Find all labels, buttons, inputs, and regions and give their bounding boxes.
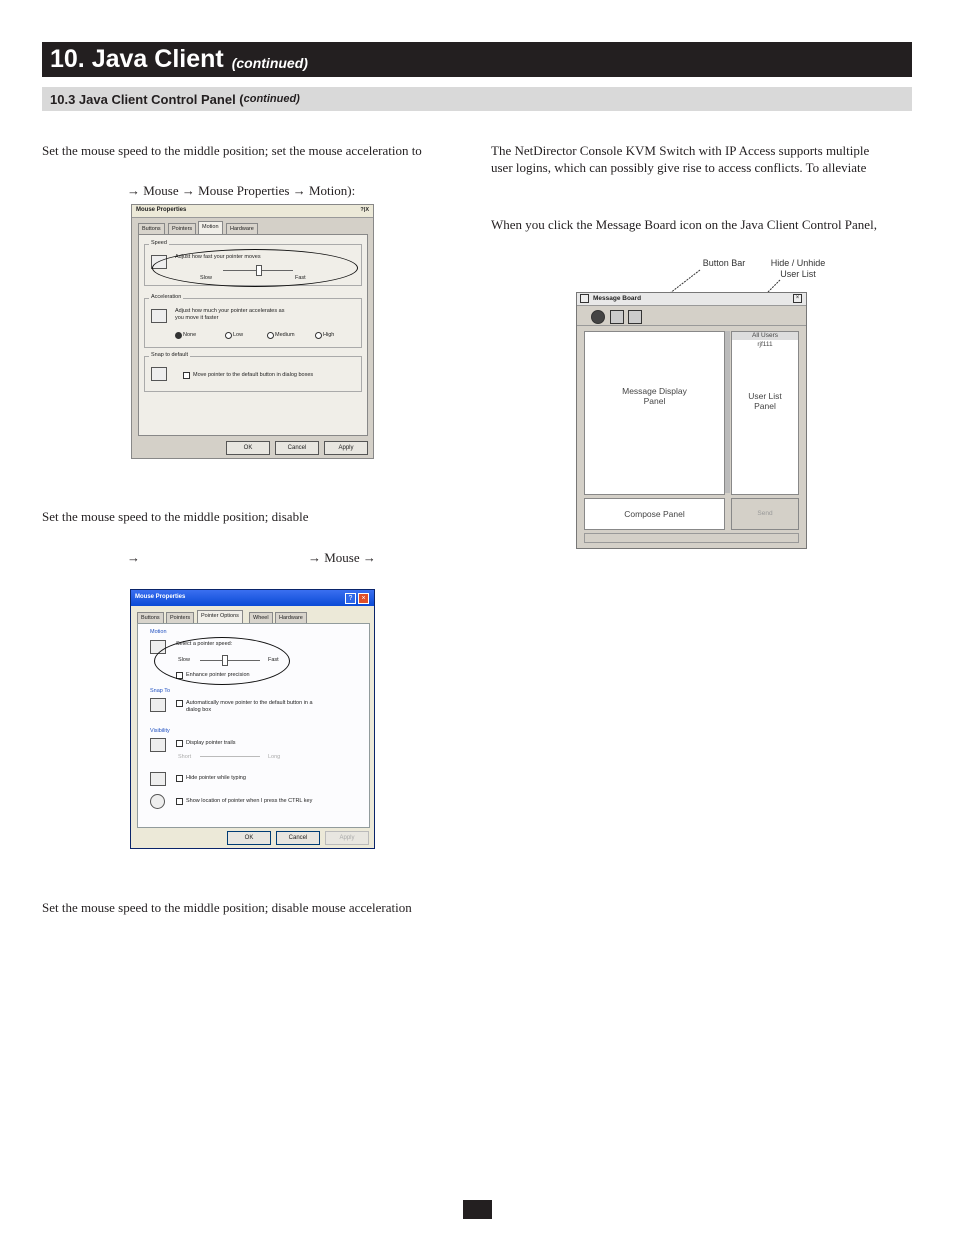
radio-none[interactable]: [175, 332, 182, 339]
hide-pointer-icon: [150, 772, 166, 786]
left-paragraph-3: Set the mouse speed to the middle position; disable mouse acceleration: [42, 900, 412, 915]
dialog-title-bar: [132, 205, 373, 218]
acceleration-description-2: you move it faster: [175, 315, 219, 321]
hide-unhide-toggle[interactable]: [725, 331, 730, 493]
snap-description-2: dialog box: [186, 707, 212, 713]
message-board-title: Message Board: [593, 295, 642, 302]
section-title-suffix: (continued): [231, 54, 308, 71]
snap-group-label: Snap to default: [151, 352, 189, 358]
right-paragraph-2: When you click the Message Board icon on the Java Client Control Panel,: [491, 217, 877, 232]
highlight-ellipse: [154, 637, 290, 685]
mouse-properties-dialog-classic: [131, 204, 374, 459]
annotation-hide-unhide: Hide / Unhide: [770, 258, 826, 268]
close-icon[interactable]: ×: [358, 593, 369, 604]
button-bar: [577, 307, 806, 326]
precision-label: Enhance pointer precision: [186, 672, 250, 678]
radio-medium-label: Medium: [275, 332, 295, 338]
options-icon[interactable]: [628, 310, 642, 324]
trails-checkbox[interactable]: [176, 740, 183, 747]
radio-none-label: None: [183, 332, 197, 338]
user-list-label-1: User List: [748, 391, 782, 401]
user-toggle-icon[interactable]: [610, 310, 624, 324]
all-users-header[interactable]: All Users: [732, 332, 798, 340]
radio-medium[interactable]: [267, 332, 274, 339]
tab-buttons[interactable]: Buttons: [138, 223, 165, 234]
left-nav-path-1: → Mouse → Mouse Properties → Motion):: [127, 183, 356, 198]
tab-pointer-options[interactable]: Pointer Options: [197, 610, 243, 623]
snap-group-label: Snap To: [150, 688, 171, 694]
subsection-header: [42, 87, 912, 111]
message-display-label-2: Panel: [643, 396, 666, 406]
snap-checkbox[interactable]: [183, 372, 190, 379]
send-button[interactable]: Send: [731, 498, 799, 530]
dialog-title: Mouse Properties: [136, 207, 187, 213]
apply-button[interactable]: Apply: [325, 831, 369, 845]
slow-label: Slow: [200, 275, 212, 281]
section-title: 10. Java Client: [50, 45, 224, 73]
snap-icon: [151, 367, 167, 381]
right-paragraph-1-line-2: user logins, which can possibly give rise to access conflicts. To alleviate: [491, 160, 867, 175]
acceleration-group-label: Acceleration: [151, 294, 182, 300]
hide-label: Hide pointer while typing: [186, 775, 246, 781]
snap-description: Move pointer to the default button in dialog boxes: [193, 372, 314, 378]
tab-motion[interactable]: Motion: [198, 221, 223, 234]
tab-pointers[interactable]: Pointers: [168, 223, 196, 234]
fast-label: Fast: [295, 275, 306, 281]
annotation-user-list: User List: [780, 269, 816, 279]
radio-high-label: High: [323, 332, 335, 338]
message-display-label-1: Message Display: [622, 386, 687, 396]
radio-low-label: Low: [233, 332, 244, 338]
acceleration-group: [144, 294, 362, 348]
hide-checkbox[interactable]: [176, 775, 183, 782]
speed-description: Select a pointer speed:: [176, 641, 233, 647]
tab-panel: [138, 234, 368, 436]
help-icon[interactable]: ?: [345, 593, 356, 604]
cancel-button[interactable]: Cancel: [276, 831, 320, 845]
title-help-close-icon[interactable]: ?|X: [360, 207, 369, 213]
ctrl-locate-icon: [150, 794, 165, 809]
apply-button[interactable]: Apply: [324, 441, 368, 455]
tab-panel: [137, 623, 370, 828]
close-icon[interactable]: ×: [793, 294, 802, 303]
tab-buttons[interactable]: Buttons: [137, 612, 164, 623]
fast-label: Fast: [268, 657, 279, 663]
mouse-properties-dialog-xp: [130, 589, 375, 849]
left-nav-path-2: → Mouse →: [308, 550, 376, 565]
user-list-label-2: Panel: [754, 401, 776, 411]
trails-slider-track: [200, 756, 260, 757]
message-display-panel: [584, 331, 725, 495]
left-paragraph-1: Set the mouse speed to the middle position; set the mouse acceleration to: [42, 143, 422, 158]
ok-button[interactable]: OK: [227, 831, 271, 845]
section-header: [42, 42, 912, 77]
motion-group-label: Motion: [150, 629, 167, 635]
snap-checkbox[interactable]: [176, 700, 183, 707]
dialog-title: Mouse Properties: [135, 594, 186, 600]
ok-button[interactable]: OK: [226, 441, 270, 455]
acceleration-icon: [151, 309, 167, 323]
ctrl-label: Show location of pointer when I press the CTRL key: [186, 798, 313, 804]
page-number-block: [463, 1200, 492, 1219]
ctrl-checkbox[interactable]: [176, 798, 183, 805]
cancel-button[interactable]: Cancel: [275, 441, 319, 455]
highlight-ellipse: [152, 249, 358, 287]
radio-high[interactable]: [315, 332, 322, 339]
visibility-group-label: Visibility: [150, 728, 170, 734]
acceleration-description-1: Adjust how much your pointer accelerates as: [175, 308, 285, 314]
compose-panel[interactable]: Compose Panel: [584, 498, 725, 530]
right-paragraph-1-line-1: The NetDirector Console KVM Switch with IP Access supports multiple: [491, 143, 870, 158]
broadcast-icon[interactable]: [591, 310, 605, 324]
snap-group: [144, 352, 362, 392]
message-board-window: [576, 292, 807, 549]
left-paragraph-2: Set the mouse speed to the middle position; disable: [42, 509, 309, 524]
slow-label: Slow: [178, 657, 190, 663]
snap-description-1: Automatically move pointer to the default button in a: [186, 700, 313, 706]
user-entry[interactable]: rjf111: [757, 341, 773, 348]
tab-hardware[interactable]: Hardware: [275, 612, 307, 623]
window-menu-icon[interactable]: [580, 294, 589, 303]
status-bar: [584, 533, 799, 543]
snap-icon: [150, 698, 166, 712]
trails-label: Display pointer trails: [186, 740, 236, 746]
trails-icon: [150, 738, 166, 752]
long-label: Long: [268, 754, 281, 760]
speed-description: Adjust how fast your pointer moves: [175, 254, 261, 260]
short-label: Short: [178, 754, 192, 760]
radio-low[interactable]: [225, 332, 232, 339]
speed-group-label: Speed: [151, 240, 167, 246]
subsection-title: 10.3 Java Client Control Panel (: [50, 91, 244, 107]
user-list-panel: [731, 331, 799, 495]
annotation-button-bar: Button Bar: [702, 258, 746, 268]
tab-pointers[interactable]: Pointers: [166, 612, 194, 623]
tab-hardware[interactable]: Hardware: [226, 223, 258, 234]
message-board-title-bar: [577, 293, 806, 306]
tab-wheel[interactable]: Wheel: [249, 612, 273, 623]
dialog-title-bar: [131, 590, 374, 606]
left-nav-arrow-2: →: [127, 550, 140, 565]
subsection-title-suffix: continued): [243, 93, 300, 105]
